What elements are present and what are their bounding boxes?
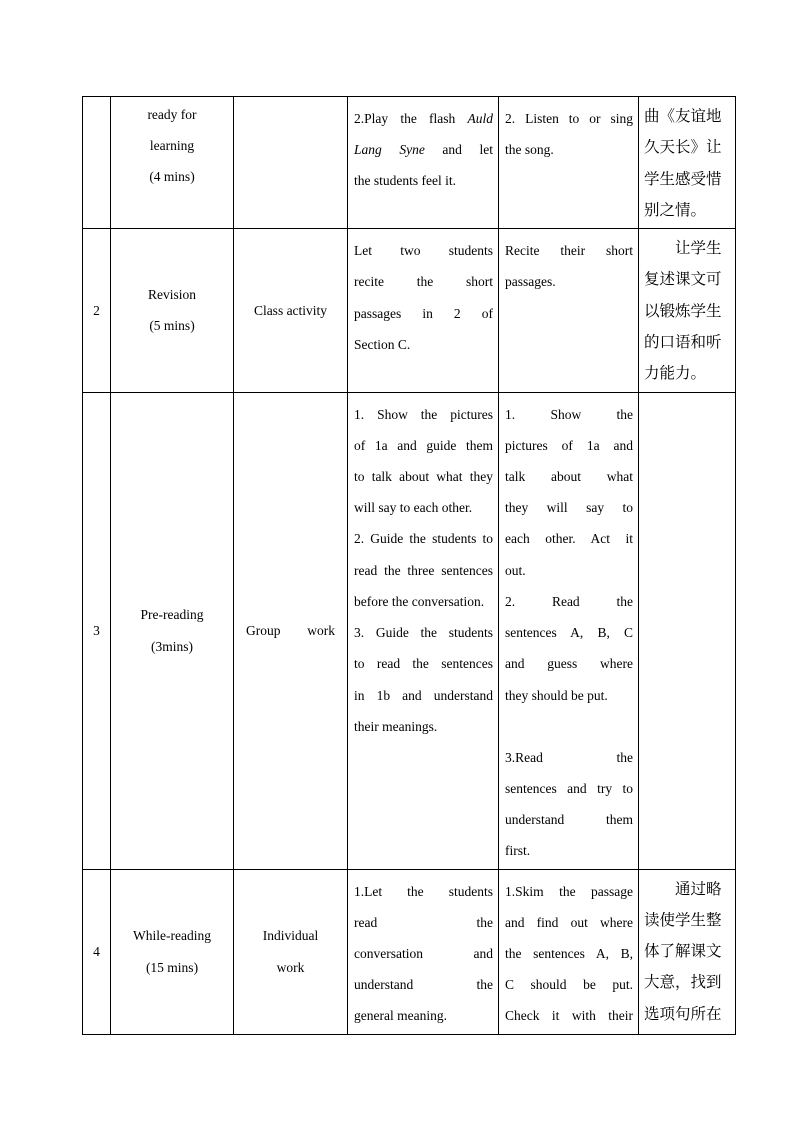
activity-line: [354, 430, 493, 461]
activity-line: [354, 938, 493, 969]
step-number: 2: [93, 302, 100, 318]
blank-line: [505, 711, 633, 742]
step-number-cell: [83, 392, 111, 869]
stage-line: Revision: [147, 287, 196, 303]
activity-text: before the conversation.: [354, 593, 485, 609]
activity-text: in 1b and understand: [354, 687, 493, 703]
activity-line: [505, 586, 633, 617]
stage-line: (15 mins): [145, 959, 199, 975]
activity-text: 2.Play the flash: [354, 111, 468, 126]
table-row: [83, 392, 736, 869]
purpose-line: 曲《友谊地: [644, 107, 722, 125]
teacher-activity-cell: [348, 869, 499, 1034]
activity-line: [354, 165, 493, 196]
activity-text: and guess where: [505, 656, 633, 672]
step-number-cell: [83, 97, 111, 229]
activity-text: to read the sentences: [354, 656, 493, 672]
activity-text: talk about what: [505, 469, 633, 485]
activity-line: [505, 523, 633, 554]
purpose-line: 别之情。: [644, 200, 707, 219]
activity-text: passages in 2 of: [354, 305, 493, 321]
activity-text: read the three sentences: [354, 562, 493, 578]
activity-line: [354, 711, 493, 742]
stage-line: While-reading: [133, 928, 211, 944]
step-number-cell: [83, 229, 111, 392]
purpose-line: 读使学生整: [644, 910, 722, 929]
step-number: 3: [93, 622, 100, 638]
activity-text: 2. Guide the students to: [354, 531, 493, 547]
lesson-plan-table: [82, 96, 736, 1035]
activity-line: [505, 430, 633, 461]
step-number-cell: [83, 869, 111, 1034]
activity-line: [505, 938, 633, 969]
activity-text: conversation and: [354, 945, 493, 961]
activity-text: sentences A, B, C: [505, 625, 633, 641]
activity-line: [505, 1000, 633, 1031]
activity-line: [505, 492, 633, 523]
activity-line: [505, 907, 633, 938]
activity-text: 3. Guide the students: [354, 625, 493, 641]
activity-text: out.: [505, 562, 526, 578]
activity-text: C should be put.: [505, 977, 633, 993]
mode-cell: [234, 392, 348, 869]
activity-text: 1.Let the students: [354, 883, 493, 899]
purpose-line: 通过略: [675, 879, 722, 898]
activity-text: passages.: [505, 274, 556, 290]
activity-line: [354, 876, 493, 907]
activity-text: the sentences A, B,: [505, 945, 633, 961]
purpose-cell: [639, 97, 736, 229]
teacher-activity-cell: [348, 392, 499, 869]
activity-line: [505, 461, 633, 492]
activity-line: [354, 492, 493, 523]
purpose-cell: [639, 229, 736, 392]
stage-line: (5 mins): [149, 318, 195, 334]
table-row: [83, 869, 736, 1034]
activity-line: [505, 680, 633, 711]
purpose-line: 以锻炼学生: [644, 301, 722, 320]
activity-text: each other. Act it: [505, 531, 633, 547]
activity-line: [354, 617, 493, 648]
activity-line: [505, 103, 633, 134]
student-activity-cell: [499, 869, 639, 1034]
stage-line: (4 mins): [149, 169, 195, 185]
step-number: 4: [93, 943, 100, 959]
activity-line: [505, 804, 633, 835]
activity-text: will say to each other.: [354, 500, 473, 516]
activity-line: [505, 235, 633, 266]
activity-text: the song.: [505, 142, 554, 158]
activity-line: [354, 266, 493, 297]
activity-text: understand the: [354, 977, 493, 993]
teacher-activity-cell: [348, 229, 499, 392]
activity-line: [505, 773, 633, 804]
activity-line: [354, 969, 493, 1000]
stage-cell: [111, 229, 234, 392]
activity-text: sentences and try to: [505, 780, 633, 796]
activity-line: [505, 134, 633, 165]
stage-line: (3mins): [151, 638, 193, 654]
activity-line: [505, 876, 633, 907]
activity-text: recite the short: [354, 274, 493, 290]
activity-text: understand them: [505, 812, 633, 828]
mode-line: Class activity: [253, 302, 328, 318]
activity-line: [354, 523, 493, 554]
mode-line: work: [276, 959, 305, 975]
stage-cell: [111, 392, 234, 869]
student-activity-cell: [499, 392, 639, 869]
activity-line: [505, 648, 633, 679]
student-activity-cell: [499, 97, 639, 229]
purpose-line: 复述课文可: [644, 270, 722, 289]
purpose-line: 让学生: [675, 239, 722, 258]
activity-text: first.: [505, 843, 531, 859]
activity-text: and let: [424, 142, 493, 158]
activity-text: of 1a and guide them: [354, 437, 493, 453]
table-row: [83, 97, 736, 229]
activity-line: [505, 266, 633, 297]
purpose-cell: [639, 869, 736, 1034]
student-activity-cell: [499, 229, 639, 392]
purpose-line: 选项句所在: [644, 1004, 722, 1023]
stage-line: Pre-reading: [140, 607, 204, 623]
activity-text: to talk about what they: [354, 469, 493, 485]
mode-line: Individual: [262, 928, 319, 944]
mode-line: Group work: [246, 622, 335, 638]
activity-text: 1. Show the pictures: [354, 406, 493, 422]
purpose-line: 的口语和听: [644, 333, 722, 352]
activity-text: the students feel it.: [354, 173, 456, 189]
activity-line: [505, 555, 633, 586]
activity-text: 1.Skim the passage: [505, 883, 633, 899]
activity-text: they will say to: [505, 500, 633, 516]
purpose-line: 体了解课文: [644, 942, 722, 961]
teacher-activity-cell: [348, 97, 499, 229]
activity-text: they should be put.: [505, 687, 608, 703]
activity-line: [505, 399, 633, 430]
activity-line: [505, 969, 633, 1000]
activity-text: Check it with their: [505, 1008, 633, 1024]
stage-line: ready for: [147, 107, 197, 122]
song-title-text: Auld: [467, 111, 493, 126]
activity-line: [505, 742, 633, 773]
stage-cell: [111, 869, 234, 1034]
activity-line: [354, 298, 493, 329]
activity-line: [354, 399, 493, 430]
activity-line: [354, 134, 493, 165]
stage-cell: [111, 97, 234, 229]
table-row: [83, 229, 736, 392]
mode-cell: [234, 869, 348, 1034]
activity-line: [354, 648, 493, 679]
table-body: [83, 97, 736, 1035]
purpose-line: 学生感受惜: [644, 169, 722, 188]
activity-line: [354, 1000, 493, 1031]
activity-text: and find out where: [505, 914, 633, 930]
purpose-line: 力能力。: [644, 364, 707, 383]
activity-text: their meanings.: [354, 718, 438, 734]
activity-text: read the: [354, 914, 493, 930]
activity-text: general meaning.: [354, 1008, 447, 1024]
activity-line: [354, 555, 493, 586]
purpose-cell: [639, 392, 736, 869]
activity-line: [354, 680, 493, 711]
activity-line: [505, 835, 633, 866]
purpose-line: 大意，找到: [644, 973, 722, 992]
stage-line: learning: [149, 138, 195, 154]
activity-text: pictures of 1a and: [505, 437, 633, 453]
activity-line: [505, 617, 633, 648]
song-title-text: Lang Syne: [354, 142, 425, 158]
activity-text: Section C.: [354, 336, 411, 352]
activity-line: [354, 461, 493, 492]
activity-line: [354, 103, 493, 134]
mode-cell: [234, 229, 348, 392]
activity-line: [354, 907, 493, 938]
activity-text: 2. Listen to or sing: [505, 111, 633, 126]
activity-text: Recite their short: [505, 243, 633, 259]
activity-line: [354, 235, 493, 266]
activity-text: 3.Read the: [505, 749, 633, 765]
activity-text: 1. Show the: [505, 406, 633, 422]
activity-line: [354, 329, 493, 360]
activity-line: [354, 586, 493, 617]
activity-text: Let two students: [354, 243, 493, 259]
mode-cell: [234, 97, 348, 229]
purpose-line: 久天长》让: [644, 138, 722, 157]
activity-text: 2. Read the: [505, 593, 633, 609]
